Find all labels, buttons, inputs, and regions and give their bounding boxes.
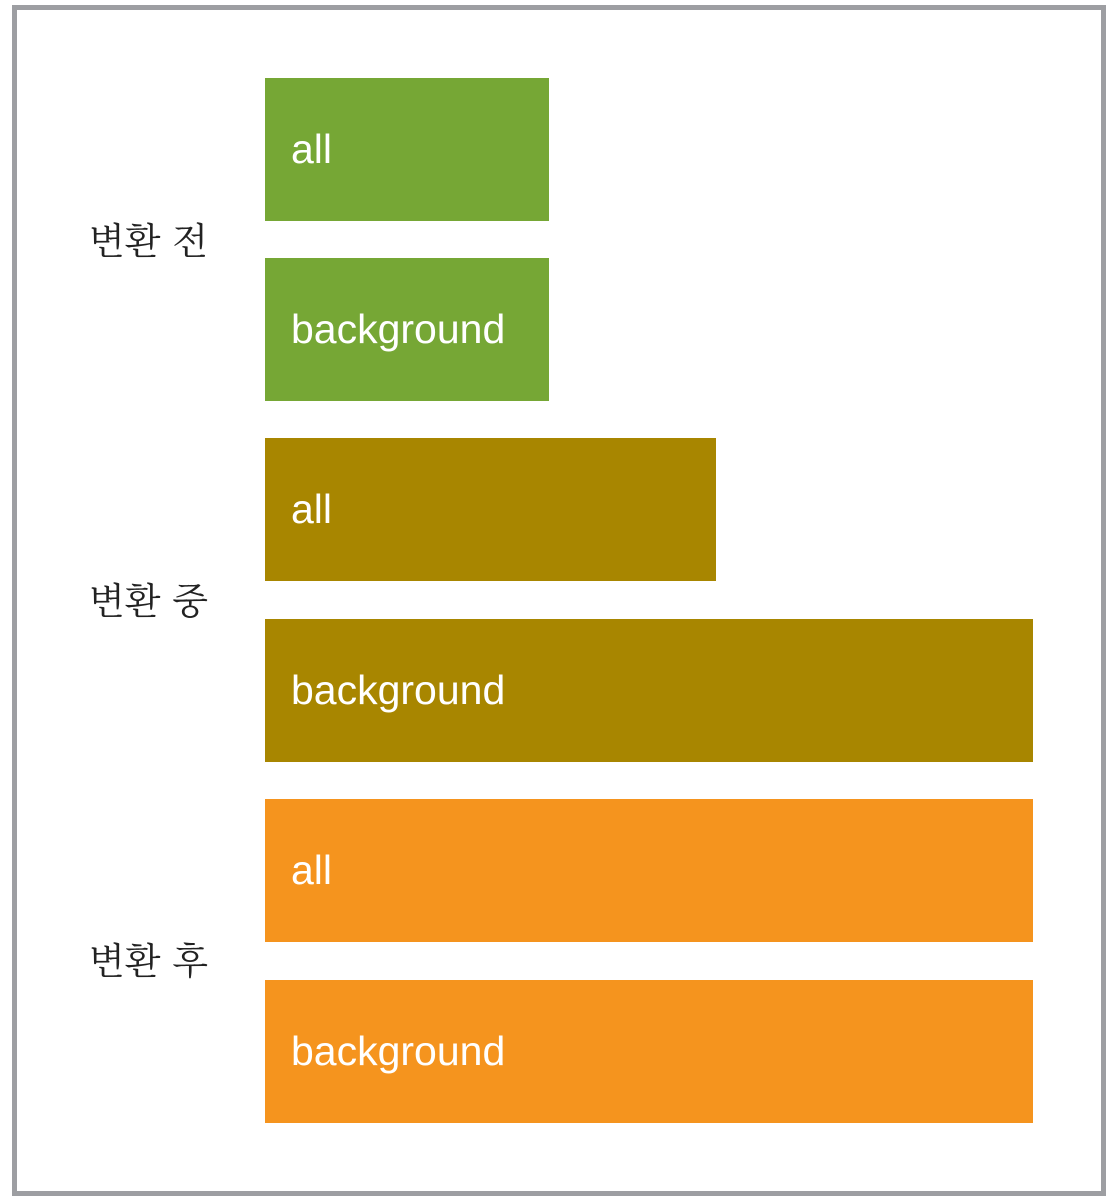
bar-during-all — [265, 438, 716, 581]
bar-after-all — [265, 799, 1033, 942]
bar-before-background — [265, 258, 549, 401]
bar-label: all — [291, 126, 333, 172]
stage-label-before: 변환 전 — [89, 220, 208, 263]
bar-label: background — [291, 667, 506, 713]
bar-label: background — [291, 306, 506, 352]
stage-label-after: 변환 후 — [89, 940, 208, 983]
bar-label: all — [291, 847, 333, 893]
bar-after-background — [265, 980, 1033, 1123]
bar-before-all — [265, 78, 549, 221]
stage-label-during: 변환 중 — [89, 580, 208, 623]
bar-during-background — [265, 619, 1033, 762]
bar-label: background — [291, 1028, 506, 1074]
bar-label: all — [291, 486, 333, 532]
